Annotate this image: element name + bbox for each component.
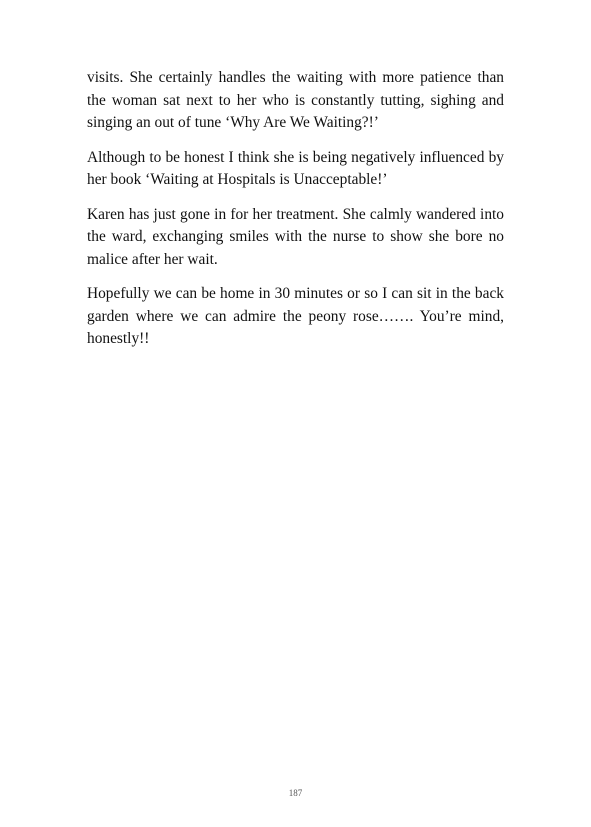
page-number: 187 (288, 788, 303, 798)
body-text (87, 67, 504, 363)
paragraph-4: Hopefully we can be home in 30 minutes or so I can sit in the back garden where we can admire the peony rose……. You’re mind, honestly!! (87, 285, 504, 347)
paragraph-3: Karen has just gone in for her treatment. She calmly wandered into the ward, exchanging smiles with the nurse to show she bore no malice after her wait. (87, 205, 504, 268)
paragraph-1: visits. She certainly handles the waiting with more patience than the woman sat next to her who is constantly tutting, sighing and singing an out of tune ‘Why Are We Waiting?!’ (87, 69, 504, 131)
paragraph-2: Although to be honest I think she is being negatively influenced by her book ‘Waiting at Hospitals is Unacceptable!’ (87, 148, 504, 188)
